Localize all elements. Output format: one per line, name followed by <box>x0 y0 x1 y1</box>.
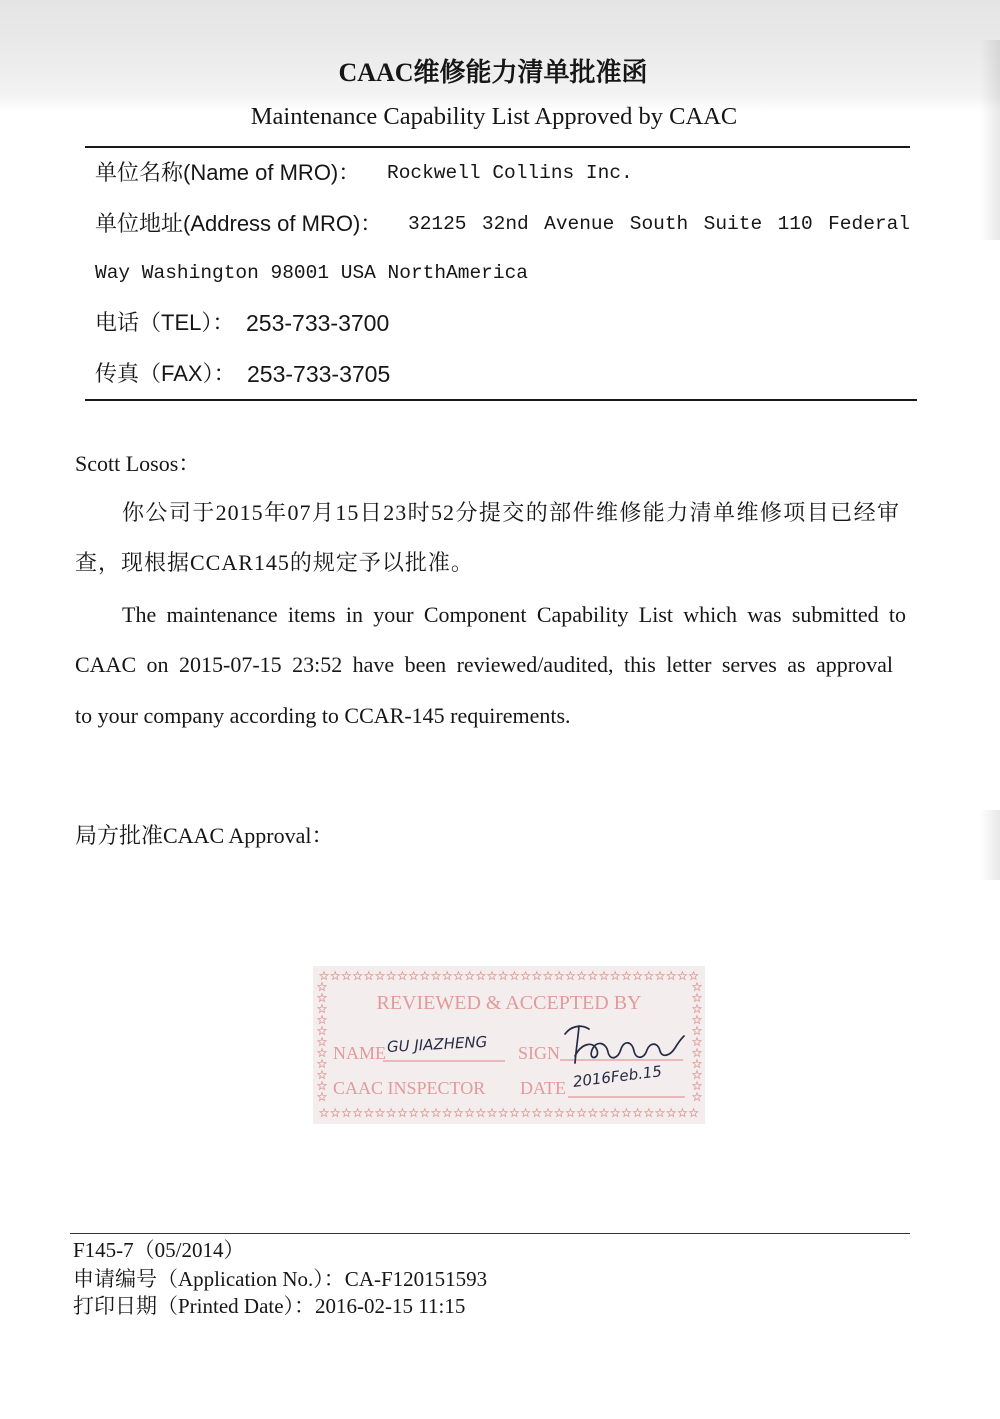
mro-fax-value: 253-733-3705 <box>247 361 391 387</box>
stamp-star <box>354 1109 362 1117</box>
stamp-star <box>477 1109 485 1117</box>
mro-address-line <box>95 209 382 239</box>
stamp-star <box>488 1109 496 1117</box>
stamp-star <box>320 1109 328 1117</box>
scan-edge-shadow <box>980 810 1000 880</box>
stamp-star <box>690 1109 698 1117</box>
stamp-heading: REVIEWED & ACCEPTED BY <box>376 992 642 1014</box>
stamp-star <box>410 972 418 980</box>
stamp-star <box>645 972 653 980</box>
stamp-star <box>611 972 619 980</box>
mro-address-value-line2: Way Washington 98001 USA NorthAmerica <box>95 262 528 284</box>
stamp-star <box>488 972 496 980</box>
mro-fax-label-en: （FAX）： <box>139 361 236 386</box>
stamp-star <box>566 972 574 980</box>
letter-en-line2: CAAC on 2015-07-15 23:52 have been reviewed/audited, this letter serves as approval <box>75 652 893 677</box>
stamp-star <box>376 972 384 980</box>
letter-cn-line1: 你公司于2015年07月15日23时52分提交的部件维修能力清单维修项目已经审 <box>122 500 900 525</box>
stamp-star <box>432 1109 440 1117</box>
stamp-star <box>544 1109 552 1117</box>
stamp-star <box>365 972 373 980</box>
mro-tel-label-cn: 电话 <box>95 310 140 335</box>
stamp-star <box>589 1109 597 1117</box>
mro-address-label-en: (Address of MRO)： <box>183 211 383 236</box>
stamp-star <box>331 972 339 980</box>
stamp-star <box>544 972 552 980</box>
stamp-star <box>578 972 586 980</box>
stamp-star <box>693 1082 701 1090</box>
stamp-star <box>566 1109 574 1117</box>
stamp-star <box>656 972 664 980</box>
stamp-star <box>690 972 698 980</box>
stamp-star <box>354 972 362 980</box>
stamp-star <box>693 1071 701 1079</box>
footer-application-number: 申请编号（Application No.）：CA-F120151593 <box>73 1267 488 1291</box>
stamp-star <box>398 972 406 980</box>
stamp-star <box>693 1027 701 1035</box>
stamp-star <box>421 1109 429 1117</box>
mro-name-label-en: (Name of MRO)： <box>183 160 361 185</box>
footer-printed-date: 打印日期（Printed Date）：2016-02-15 11:15 <box>73 1294 466 1318</box>
stamp-name-value: GU JIAZHENG <box>386 1032 488 1056</box>
stamp-star <box>443 1109 451 1117</box>
stamp-inspector-label: CAAC INSPECTOR <box>333 1078 486 1098</box>
stamp-date-value: 2016Feb.15 <box>571 1062 663 1091</box>
stamp-star <box>466 972 474 980</box>
mro-fax-line <box>95 359 236 389</box>
stamp-star <box>510 972 518 980</box>
stamp-star <box>693 1060 701 1068</box>
stamp-star <box>611 1109 619 1117</box>
stamp-star <box>318 1060 326 1068</box>
stamp-star <box>499 1109 507 1117</box>
stamp-star <box>410 1109 418 1117</box>
stamp-star <box>342 972 350 980</box>
stamp-star <box>634 1109 642 1117</box>
stamp-star <box>645 1109 653 1117</box>
document-title: CAAC维修能力清单批准函 <box>338 58 648 87</box>
mro-address-label-cn: 单位地址 <box>95 211 184 236</box>
mro-name-label-cn: 单位名称 <box>95 160 184 185</box>
stamp-star <box>499 972 507 980</box>
stamp-star <box>318 983 326 991</box>
stamp-star <box>454 972 462 980</box>
stamp-star <box>622 972 630 980</box>
stamp-star <box>600 972 608 980</box>
stamp-star <box>693 983 701 991</box>
stamp-star <box>477 972 485 980</box>
mro-fax-label-cn: 传真 <box>95 361 140 386</box>
letter-salutation: Scott Losos： <box>75 451 201 476</box>
stamp-star <box>421 972 429 980</box>
stamp-star <box>318 1038 326 1046</box>
stamp-star <box>376 1109 384 1117</box>
stamp-star <box>318 1082 326 1090</box>
stamp-star <box>320 972 328 980</box>
stamp-star <box>443 972 451 980</box>
stamp-star <box>555 972 563 980</box>
stamp-star <box>318 1093 326 1101</box>
stamp-star <box>634 972 642 980</box>
stamp-star <box>318 1071 326 1079</box>
mro-block-rule <box>85 399 917 401</box>
stamp-star <box>667 1109 675 1117</box>
stamp-star <box>398 1109 406 1117</box>
review-stamp <box>313 966 705 1124</box>
stamp-star <box>466 1109 474 1117</box>
stamp-name-label: NAME <box>333 1043 386 1063</box>
mro-name-line <box>95 158 360 188</box>
letter-en-line3: to your company according to CCAR-145 requirements. <box>75 703 571 728</box>
stamp-star <box>693 1049 701 1057</box>
inspector-signature <box>565 1026 684 1063</box>
stamp-star <box>318 1027 326 1035</box>
stamp-star <box>667 972 675 980</box>
footer-rule <box>70 1233 910 1234</box>
stamp-date-label: DATE <box>520 1078 566 1098</box>
document-subtitle: Maintenance Capability List Approved by CAAC <box>250 103 738 130</box>
stamp-star <box>454 1109 462 1117</box>
mro-tel-line <box>95 308 234 338</box>
stamp-star <box>365 1109 373 1117</box>
stamp-star <box>533 1109 541 1117</box>
stamp-star <box>522 1109 530 1117</box>
mro-tel-label-en: （TEL）： <box>139 310 235 335</box>
stamp-star <box>510 1109 518 1117</box>
stamp-star <box>678 1109 686 1117</box>
letter-en-line1: The maintenance items in your Component Capability List which was submitted to <box>122 602 906 627</box>
stamp-star <box>693 1038 701 1046</box>
stamp-star <box>387 972 395 980</box>
letter-cn-line2: 查，现根据CCAR145的规定予以批准。 <box>75 550 474 575</box>
stamp-star <box>533 972 541 980</box>
stamp-star <box>678 972 686 980</box>
stamp-star <box>578 1109 586 1117</box>
stamp-star <box>693 1093 701 1101</box>
stamp-star <box>331 1109 339 1117</box>
stamp-star <box>387 1109 395 1117</box>
footer-form-number: F145-7（05/2014） <box>73 1238 245 1262</box>
mro-tel-value: 253-733-3700 <box>246 310 390 336</box>
mro-name-value: Rockwell Collins Inc. <box>387 162 633 184</box>
stamp-star <box>342 1109 350 1117</box>
stamp-star <box>522 972 530 980</box>
stamp-sign-label: SIGN <box>518 1043 561 1063</box>
stamp-star <box>622 1109 630 1117</box>
header-rule <box>85 146 910 148</box>
stamp-star <box>318 1049 326 1057</box>
mro-address-value-line1: 32125 32nd Avenue South Suite 110 Federal <box>408 213 910 235</box>
stamp-star <box>432 972 440 980</box>
stamp-star <box>693 1016 701 1024</box>
stamp-star <box>318 1016 326 1024</box>
approval-label: 局方批准CAAC Approval： <box>75 823 334 848</box>
stamp-star <box>589 972 597 980</box>
stamp-star <box>656 1109 664 1117</box>
stamp-star <box>600 1109 608 1117</box>
stamp-star <box>555 1109 563 1117</box>
